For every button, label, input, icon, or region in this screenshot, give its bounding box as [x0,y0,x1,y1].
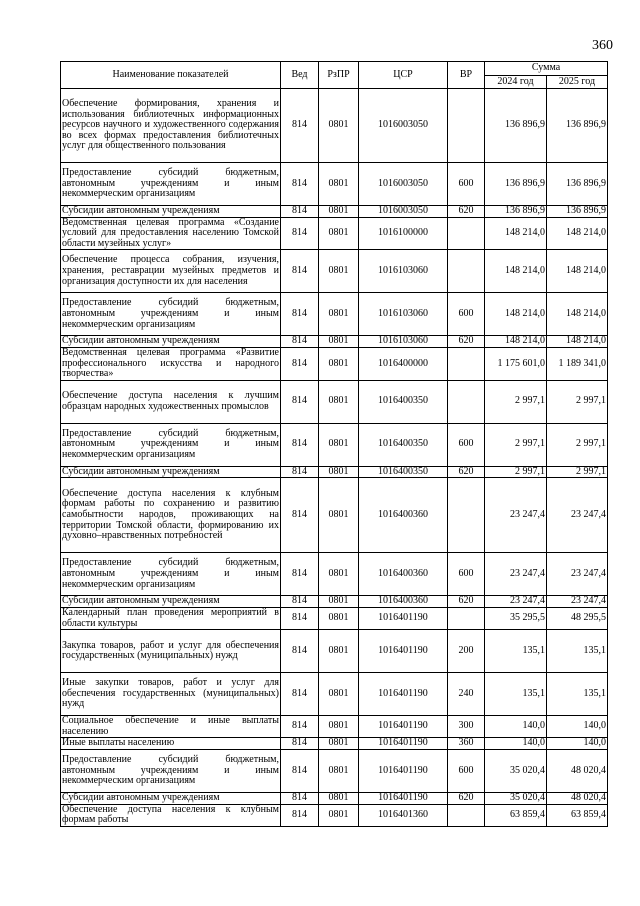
header-vr: ВР [448,62,485,89]
row-amount-2024-cell: 35 020,4 [485,749,547,792]
row-rzpr-cell: 0801 [319,673,359,716]
row-csr-cell: 1016401190 [359,792,448,804]
row-rzpr-cell: 0801 [319,347,359,380]
row-ved-cell: 814 [281,792,319,804]
row-csr-cell: 1016103060 [359,336,448,348]
table-row [61,738,608,750]
row-name-cell: Предоставление субсидий бюджетным, автономным учреждениям и иным некоммерческим организациям [61,553,281,596]
row-rzpr-cell: 0801 [319,466,359,478]
row-name-cell: Иные выплаты населению [61,738,281,750]
row-amount-2024-cell: 136 896,9 [485,89,547,163]
row-vr-cell: 600 [448,423,485,466]
row-csr-cell: 1016401360 [359,804,448,826]
row-name-cell: Субсидии автономным учреждениям [61,596,281,608]
table-row [61,336,608,348]
row-vr-cell: 240 [448,673,485,716]
row-ved-cell: 814 [281,423,319,466]
row-amount-2024-cell: 135,1 [485,673,547,716]
row-amount-2025-cell: 48 020,4 [547,792,608,804]
row-amount-2024-cell: 148 214,0 [485,293,547,336]
row-csr-cell: 1016401190 [359,749,448,792]
row-amount-2025-cell: 2 997,1 [547,380,608,423]
row-amount-2025-cell: 148 214,0 [547,250,608,293]
row-csr-cell: 1016103060 [359,250,448,293]
row-vr-cell: 620 [448,596,485,608]
table-row [61,716,608,738]
row-name-cell: Обеспечение доступа населения к клубным формам работы по сохранению и развитию самобытности народов, проживающих на территории Томской области, формированию их духовно–нравственных потребностей [61,478,281,553]
row-csr-cell: 1016400360 [359,478,448,553]
row-vr-cell: 600 [448,553,485,596]
table-row [61,217,608,250]
row-ved-cell: 814 [281,466,319,478]
row-amount-2024-cell: 23 247,4 [485,478,547,553]
row-amount-2025-cell: 148 214,0 [547,217,608,250]
row-vr-cell: 600 [448,293,485,336]
row-rzpr-cell: 0801 [319,630,359,673]
row-amount-2025-cell: 23 247,4 [547,478,608,553]
table-row [61,163,608,206]
row-rzpr-cell: 0801 [319,607,359,629]
row-ved-cell: 814 [281,163,319,206]
row-csr-cell: 1016401190 [359,630,448,673]
table-row [61,749,608,792]
row-amount-2024-cell: 23 247,4 [485,553,547,596]
header-ved: Вед [281,62,319,89]
row-name-cell: Календарный план проведения мероприятий в области культуры [62,606,279,629]
row-amount-2025-cell: 48 020,4 [547,749,608,792]
row-vr-cell [448,607,485,629]
row-vr-cell: 620 [448,792,485,804]
row-rzpr-cell: 0801 [319,89,359,163]
row-vr-cell [448,380,485,423]
row-ved-cell: 814 [281,596,319,608]
row-rzpr-cell: 0801 [319,206,359,218]
row-name-cell: Субсидии автономным учреждениям [61,466,281,478]
row-rzpr-cell: 0801 [319,293,359,336]
row-name-cell: Субсидии автономным учреждениям [61,792,281,804]
table-row [61,250,608,293]
row-name-cell: Субсидии автономным учреждениям [61,206,281,218]
row-ved-cell: 814 [281,478,319,553]
table-row [61,206,608,218]
header-year-2024: 2024 год [485,76,547,89]
budget-table [60,61,608,827]
row-rzpr-cell: 0801 [319,423,359,466]
row-amount-2025-cell: 23 247,4 [547,553,608,596]
row-amount-2025-cell: 63 859,4 [547,804,608,826]
header-sum: Сумма [485,62,608,76]
table-row [61,347,608,380]
row-vr-cell: 620 [448,336,485,348]
row-vr-cell: 300 [448,716,485,738]
table-body [61,89,608,827]
row-ved-cell: 814 [281,673,319,716]
table-row [61,630,608,673]
row-rzpr-cell: 0801 [319,716,359,738]
row-name-cell: Ведомственная целевая программа «Создание условий для предоставления населению Томской области музейных услуг» [62,216,279,249]
row-amount-2025-cell: 2 997,1 [547,423,608,466]
row-ved-cell: 814 [281,630,319,673]
row-rzpr-cell: 0801 [319,792,359,804]
row-amount-2024-cell: 2 997,1 [485,380,547,423]
row-vr-cell: 620 [448,466,485,478]
row-name-cell: Субсидии автономным учреждениям [61,336,281,348]
row-csr-cell: 1016003050 [359,89,448,163]
row-name-cell: Обеспечение доступа населения к клубным формам работы [62,803,279,826]
row-amount-2024-cell: 35 295,5 [485,607,547,629]
row-rzpr-cell: 0801 [319,250,359,293]
row-amount-2024-cell: 148 214,0 [485,217,547,250]
row-name-cell: Иные закупки товаров, работ и услуг для обеспечения государственных (муниципальных) нужд [61,673,281,716]
table-row [61,607,608,629]
row-ved-cell: 814 [281,89,319,163]
row-ved-cell: 814 [281,347,319,380]
table-row [61,804,608,826]
row-ved-cell: 814 [281,217,319,250]
row-amount-2025-cell: 136 896,9 [547,206,608,218]
row-csr-cell: 1016401190 [359,673,448,716]
row-csr-cell: 1016400350 [359,466,448,478]
row-amount-2024-cell: 2 997,1 [485,466,547,478]
row-vr-cell: 600 [448,163,485,206]
row-ved-cell: 814 [281,716,319,738]
row-rzpr-cell: 0801 [319,336,359,348]
row-amount-2024-cell: 136 896,9 [485,206,547,218]
row-ved-cell: 814 [281,336,319,348]
row-vr-cell [448,804,485,826]
table-row [61,478,608,553]
row-ved-cell: 814 [281,380,319,423]
row-name-cell: Ведомственная целевая программа «Развитие профессионального искусства и народного творчества» [62,346,279,380]
page-number: 360 [592,38,613,53]
row-amount-2024-cell: 135,1 [485,630,547,673]
row-amount-2025-cell: 140,0 [547,716,608,738]
table-row [61,673,608,716]
table-row [61,89,608,163]
row-amount-2025-cell: 2 997,1 [547,466,608,478]
row-vr-cell [448,89,485,163]
row-vr-cell [448,347,485,380]
row-rzpr-cell: 0801 [319,380,359,423]
row-amount-2025-cell: 23 247,4 [547,596,608,608]
row-rzpr-cell: 0801 [319,749,359,792]
row-vr-cell: 620 [448,206,485,218]
row-rzpr-cell: 0801 [319,163,359,206]
row-rzpr-cell: 0801 [319,804,359,826]
row-amount-2024-cell: 148 214,0 [485,336,547,348]
table-row [61,792,608,804]
header-year-2025: 2025 год [547,76,608,89]
table-row [61,596,608,608]
row-csr-cell: 1016400350 [359,380,448,423]
row-ved-cell: 814 [281,293,319,336]
header-rzpr: РзПР [319,62,359,89]
table-row [61,380,608,423]
row-csr-cell: 1016003050 [359,163,448,206]
row-ved-cell: 814 [281,749,319,792]
table-row [61,466,608,478]
row-amount-2025-cell: 136 896,9 [547,163,608,206]
row-ved-cell: 814 [281,553,319,596]
table-row [61,423,608,466]
row-amount-2025-cell: 135,1 [547,630,608,673]
row-vr-cell: 360 [448,738,485,750]
row-ved-cell: 814 [281,250,319,293]
row-ved-cell: 814 [281,738,319,750]
row-name-cell: Обеспечение доступа населения к лучшим образцам народных художественных промыслов [61,380,281,423]
row-rzpr-cell: 0801 [319,478,359,553]
row-amount-2024-cell: 63 859,4 [485,804,547,826]
row-amount-2024-cell: 23 247,4 [485,596,547,608]
row-name-cell: Предоставление субсидий бюджетным, автономным учреждениям и иным некоммерческим организациям [61,423,281,466]
row-csr-cell: 1016100000 [359,217,448,250]
row-name-cell: Закупка товаров, работ и услуг для обеспечения государственных (муниципальных) нужд [61,630,281,673]
row-amount-2024-cell: 140,0 [485,738,547,750]
row-amount-2025-cell: 48 295,5 [547,607,608,629]
row-rzpr-cell: 0801 [319,596,359,608]
row-rzpr-cell: 0801 [319,738,359,750]
table-row [61,553,608,596]
row-name-cell: Предоставление субсидий бюджетным, автономным учреждениям и иным некоммерческим организациям [61,293,281,336]
row-vr-cell [448,250,485,293]
row-csr-cell: 1016401190 [359,738,448,750]
row-amount-2025-cell: 1 189 341,0 [547,347,608,380]
table-row [61,293,608,336]
row-ved-cell: 814 [281,206,319,218]
row-name-cell: Обеспечение процесса собрания, изучения, хранения, реставрации музейных предметов и организация доступности их для населения [61,250,281,293]
row-vr-cell: 200 [448,630,485,673]
row-csr-cell: 1016401190 [359,607,448,629]
row-rzpr-cell: 0801 [319,217,359,250]
row-amount-2024-cell: 2 997,1 [485,423,547,466]
row-csr-cell: 1016400000 [359,347,448,380]
row-csr-cell: 1016103060 [359,293,448,336]
row-ved-cell: 814 [281,607,319,629]
row-vr-cell: 600 [448,749,485,792]
row-amount-2024-cell: 136 896,9 [485,163,547,206]
row-amount-2025-cell: 140,0 [547,738,608,750]
row-amount-2024-cell: 148 214,0 [485,250,547,293]
row-amount-2025-cell: 148 214,0 [547,293,608,336]
row-csr-cell: 1016400350 [359,423,448,466]
row-amount-2024-cell: 35 020,4 [485,792,547,804]
row-csr-cell: 1016400360 [359,553,448,596]
row-amount-2025-cell: 136 896,9 [547,89,608,163]
row-name-cell: Обеспечение формирования, хранения и использования библиотечных информационных ресурсов научного и художественного содержания во всех формах предоставления библиотечных услуг для общественного пользования [61,89,281,163]
row-csr-cell: 1016401190 [359,716,448,738]
row-name-cell: Социальное обеспечение и иные выплаты населению [62,715,279,737]
row-vr-cell [448,217,485,250]
row-amount-2025-cell: 148 214,0 [547,336,608,348]
row-name-cell: Предоставление субсидий бюджетным, автономным учреждениям и иным некоммерческим организациям [61,749,281,792]
header-csr: ЦСР [359,62,448,89]
row-csr-cell: 1016400360 [359,596,448,608]
row-ved-cell: 814 [281,804,319,826]
row-amount-2024-cell: 140,0 [485,716,547,738]
row-csr-cell: 1016003050 [359,206,448,218]
row-amount-2025-cell: 135,1 [547,673,608,716]
header-name: Наименование показателей [61,62,281,89]
row-vr-cell [448,478,485,553]
row-rzpr-cell: 0801 [319,553,359,596]
row-amount-2024-cell: 1 175 601,0 [485,347,547,380]
row-name-cell: Предоставление субсидий бюджетным, автономным учреждениям и иным некоммерческим организациям [61,163,281,206]
